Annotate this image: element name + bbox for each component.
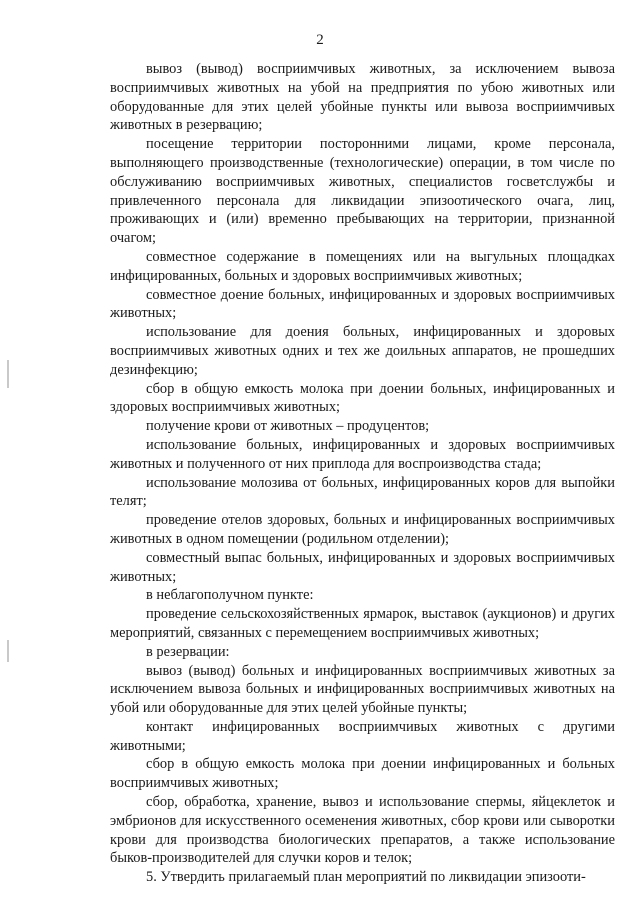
paragraph: контакт инфицированных восприимчивых животных с другими животными; [110,718,615,754]
page-number: 2 [316,32,324,48]
paragraph: проведение сельскохозяйственных ярмарок, выставок (аукционов) и других мероприятий, связанных с перемещением восприимчивых животных; [110,606,615,641]
paragraph: вывоз (вывод) восприимчивых животных, за исключением вывоза восприимчивых животных на убой на предприятия по убою животных или оборудованные для этих целей убойные пункты или вывоза восприимчивых животных в резервацию; [110,61,615,134]
section-label: в резервации: [146,643,230,660]
section-label: в неблагополучном пункте: [146,587,314,604]
paragraph: использование молозива от больных, инфицированных коров для выпойки телят; [110,474,615,510]
paragraph: совместное содержание в помещениях или на выгульных площадках инфицированных, больных и здоровых восприимчивых животных; [110,248,615,284]
paragraph: использование больных, инфицированных и здоровых восприимчивых животных и полученного от них приплода для воспроизводства стада; [110,436,615,472]
paragraph: совместное доение больных, инфицированных и здоровых восприимчивых животных; [110,286,615,322]
paragraph: использование для доения больных, инфицированных и здоровых восприимчивых животных одних и тех же доильных аппаратов, не прошедших дезинфекцию; [110,324,615,378]
scan-edge-mark [7,640,9,662]
paragraph: сбор в общую емкость молока при доении инфицированных и больных восприимчивых животных; [110,756,615,792]
document-body [110,60,615,887]
paragraph: вывоз (вывод) больных и инфицированных восприимчивых животных за исключением вывоза больных и инфицированных восприимчивых животных на убой или оборудованные для этих целей убойные пункты; [110,662,615,717]
paragraph: сбор в общую емкость молока при доении больных, инфицированных и здоровых восприимчивых животных; [110,380,615,416]
paragraph: совместный выпас больных, инфицированных и здоровых восприимчивых животных; [110,549,615,585]
paragraph: сбор, обработка, хранение, вывоз и использование спермы, яйцеклеток и эмбрионов для искусственного осеменения животных, сбор крови или сыворотки крови для производства биологических препаратов, а также использование быков-производителей для случки коров и телок; [110,794,615,867]
paragraph: получение крови от животных – продуцентов; [146,418,430,435]
paragraph: проведение отелов здоровых, больных и инфицированных восприимчивых животных в одном помещении (родильном отделении); [110,512,615,547]
paragraph: посещение территории посторонними лицами, кроме персонала, выполняющего производственные (технологические) операции, в том числе по обслуживанию восприимчивых животных, специалистов госветслужбы и привлеченного персонала для ликвидации эпизоотического очага, лиц, проживающих и (или) временно пребывающих на территории, признанной очагом; [110,136,615,247]
paragraph: 5. Утвердить прилагаемый план мероприятий по ликвидации эпизооти- [146,869,586,886]
scan-edge-mark [7,360,9,388]
